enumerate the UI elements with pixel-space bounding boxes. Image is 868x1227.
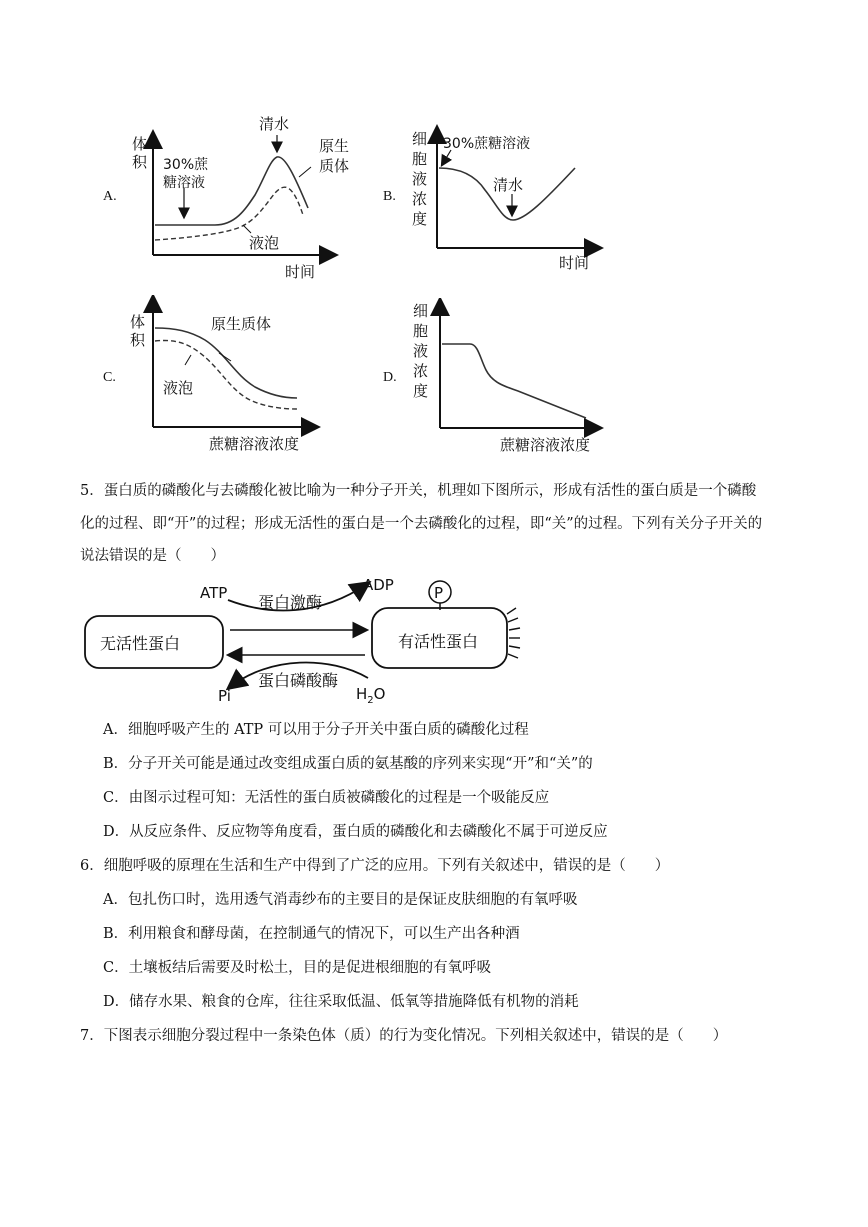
figure-a-protoplast-label-2: 质体 — [319, 157, 350, 175]
figure-c — [125, 295, 325, 460]
figure-a-y-label-1: 体 — [132, 135, 148, 153]
figure-a-protoplast-pointer — [299, 167, 311, 177]
inactive-protein-label: 无活性蛋白 — [100, 634, 181, 653]
figure-c-x-label: 蔗糖溶液浓度 — [209, 435, 300, 453]
figure-c-vacuole-label: 液泡 — [163, 379, 194, 397]
figure-b-x-label: 时间 — [559, 254, 590, 272]
figure-c-y-label-1: 体 — [130, 313, 146, 331]
figure-d — [408, 298, 608, 460]
figure-d-y-label-5: 度 — [413, 382, 429, 400]
q5-option-a: A．细胞呼吸产生的 ATP 可以用于分子开关中蛋白质的磷酸化过程 — [103, 722, 529, 738]
figure-b-y-label-5: 度 — [412, 210, 428, 228]
q5-stem-line-2: 化的过程、即“开”的过程；形成无活性的蛋白是一个去磷酸化的过程，即“关”的过程。下列有关分子开关的 — [80, 516, 763, 532]
figure-a-protoplast-label-1: 原生 — [319, 137, 350, 155]
figure-d-y-label-2: 胞 — [413, 322, 429, 340]
figure-b — [405, 120, 605, 275]
figure-c-y-label-2: 积 — [130, 331, 146, 349]
figure-b-water-label: 清水 — [493, 176, 524, 194]
figure-a — [125, 105, 370, 280]
figure-b-sucrose-arrow — [442, 150, 451, 165]
figure-d-y-label-1: 细 — [413, 302, 429, 320]
q7-stem: 7．下图表示细胞分裂过程中一条染色体（质）的行为变化情况。下列相关叙述中，错误的是（ ） — [80, 1028, 728, 1044]
phosphatase-label: 蛋白磷酸酶 — [258, 671, 339, 690]
figure-a-water-label: 清水 — [259, 115, 290, 133]
atp-label: ATP — [200, 584, 228, 602]
figure-c-protoplast-label: 原生质体 — [211, 315, 272, 333]
q5-option-b: B．分子开关可能是通过改变组成蛋白质的氨基酸的序列来实现“开”和“关”的 — [103, 756, 593, 772]
figure-a-x-label: 时间 — [285, 263, 316, 280]
figure-b-y-label-4: 浓 — [412, 190, 428, 208]
active-protein-bristles — [507, 608, 520, 658]
q6-option-b: B．利用粮食和酵母菌，在控制通气的情况下，可以生产出各种酒 — [103, 926, 520, 942]
option-b-label: B. — [383, 189, 396, 204]
figure-a-vacuole-label: 液泡 — [249, 234, 280, 252]
phosphorylation-diagram — [80, 572, 530, 707]
q5-option-d: D．从反应条件、反应物等角度看，蛋白质的磷酸化和去磷酸化不属于可逆反应 — [103, 824, 608, 840]
kinase-label: 蛋白激酶 — [258, 593, 323, 612]
figure-c-vacuole-curve — [155, 341, 297, 410]
option-d-label: D. — [383, 370, 397, 385]
active-protein-label: 有活性蛋白 — [398, 632, 479, 651]
q5-stem-line-3: 说法错误的是（ ） — [80, 548, 225, 564]
figure-a-y-label-2: 积 — [132, 153, 148, 171]
figure-c-vacuole-pointer — [185, 355, 191, 365]
figure-a-sucrose-label-1: 30%蔗 — [163, 157, 209, 173]
figure-a-vacuole-pointer — [243, 225, 251, 233]
adp-label: ADP — [363, 576, 394, 594]
figure-a-sucrose-label-2: 糖溶液 — [163, 175, 205, 191]
pi-label: Pi — [218, 687, 231, 705]
figure-d-x-label: 蔗糖溶液浓度 — [500, 436, 591, 454]
q6-option-c: C．土壤板结后需要及时松土，目的是促进根细胞的有氧呼吸 — [103, 960, 492, 976]
option-c-label: C. — [103, 370, 116, 385]
phosphate-symbol: P — [434, 584, 444, 602]
figure-d-curve — [442, 344, 586, 418]
q6-stem: 6．细胞呼吸的原理在生活和生产中得到了广泛的应用。下列有关叙述中，错误的是（ ） — [80, 858, 670, 874]
figure-d-y-label-4: 浓 — [413, 362, 429, 380]
figure-b-y-label-3: 液 — [412, 170, 428, 188]
q6-option-a: A．包扎伤口时，选用透气消毒纱布的主要目的是保证皮肤细胞的有氧呼吸 — [103, 892, 578, 908]
figure-a-vacuole-curve — [155, 187, 303, 240]
h2o-label: $H_2O$ — [356, 685, 386, 706]
option-a-label: A. — [103, 189, 117, 204]
q5-stem-line-1: 5．蛋白质的磷酸化与去磷酸化被比喻为一种分子开关，机理如下图所示，形成有活性的蛋白质是一个磷酸 — [80, 483, 757, 499]
figure-b-y-label-2: 胞 — [412, 150, 428, 168]
q5-option-c: C．由图示过程可知：无活性的蛋白质被磷酸化的过程是一个吸能反应 — [103, 790, 550, 806]
figure-d-y-label-3: 液 — [413, 342, 429, 360]
q6-option-d: D．储存水果、粮食的仓库，往往采取低温、低氧等措施降低有机物的消耗 — [103, 994, 579, 1010]
figure-b-sucrose-label: 30%蔗糖溶液 — [443, 136, 531, 152]
figure-b-y-label-1: 细 — [412, 130, 428, 148]
figure-c-protoplast-pointer — [219, 353, 231, 361]
